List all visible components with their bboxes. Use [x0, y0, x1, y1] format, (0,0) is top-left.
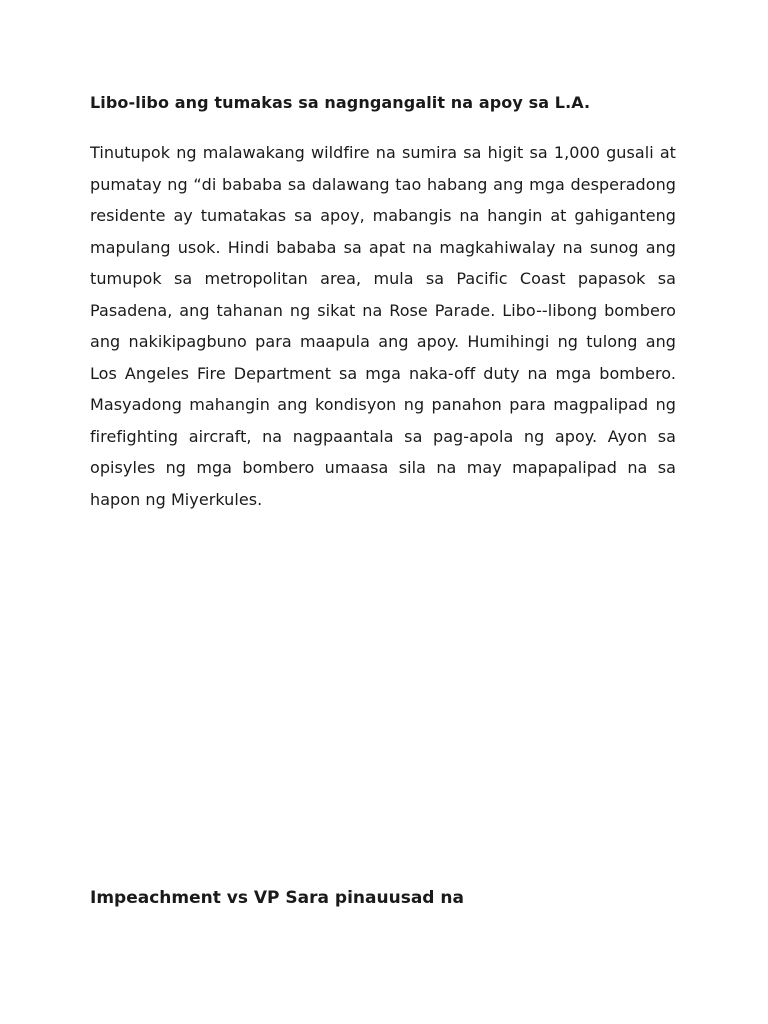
- second-article-title: Impeachment vs VP Sara pinauusad na: [90, 888, 464, 908]
- article-body: Tinutupok ng malawakang wildfire na sumira sa higit sa 1,000 gusali at pumatay ng “di bababa sa dalawang tao habang ang mga desperadong residente ay tumatakas sa apoy, mabangis na hangin at gahiganteng mapulang usok. Hindi bababa sa apat na magkahiwalay na sunog ang tumupok sa metropolitan area, mula sa Pacific Coast papasok sa Pasadena, ang tahanan ng sikat na Rose Parade. Libo--libong bombero ang nakikipagbuno para maapula ang apoy. Humihingi ng tulong ang Los Angeles Fire Department sa mga naka-off duty na mga bombero. Masyadong mahangin ang kondisyon ng panahon para magpalipad ng firefighting aircraft, na nagpaantala sa pag-apola ng apoy. Ayon sa opisyles ng mga bombero umaasa sila na may mapapalipad na sa hapon ng Miyerkules.: [90, 143, 676, 509]
- article-title: Libo-libo ang tumakas sa nagngangalit na apoy sa L.A.: [90, 93, 591, 112]
